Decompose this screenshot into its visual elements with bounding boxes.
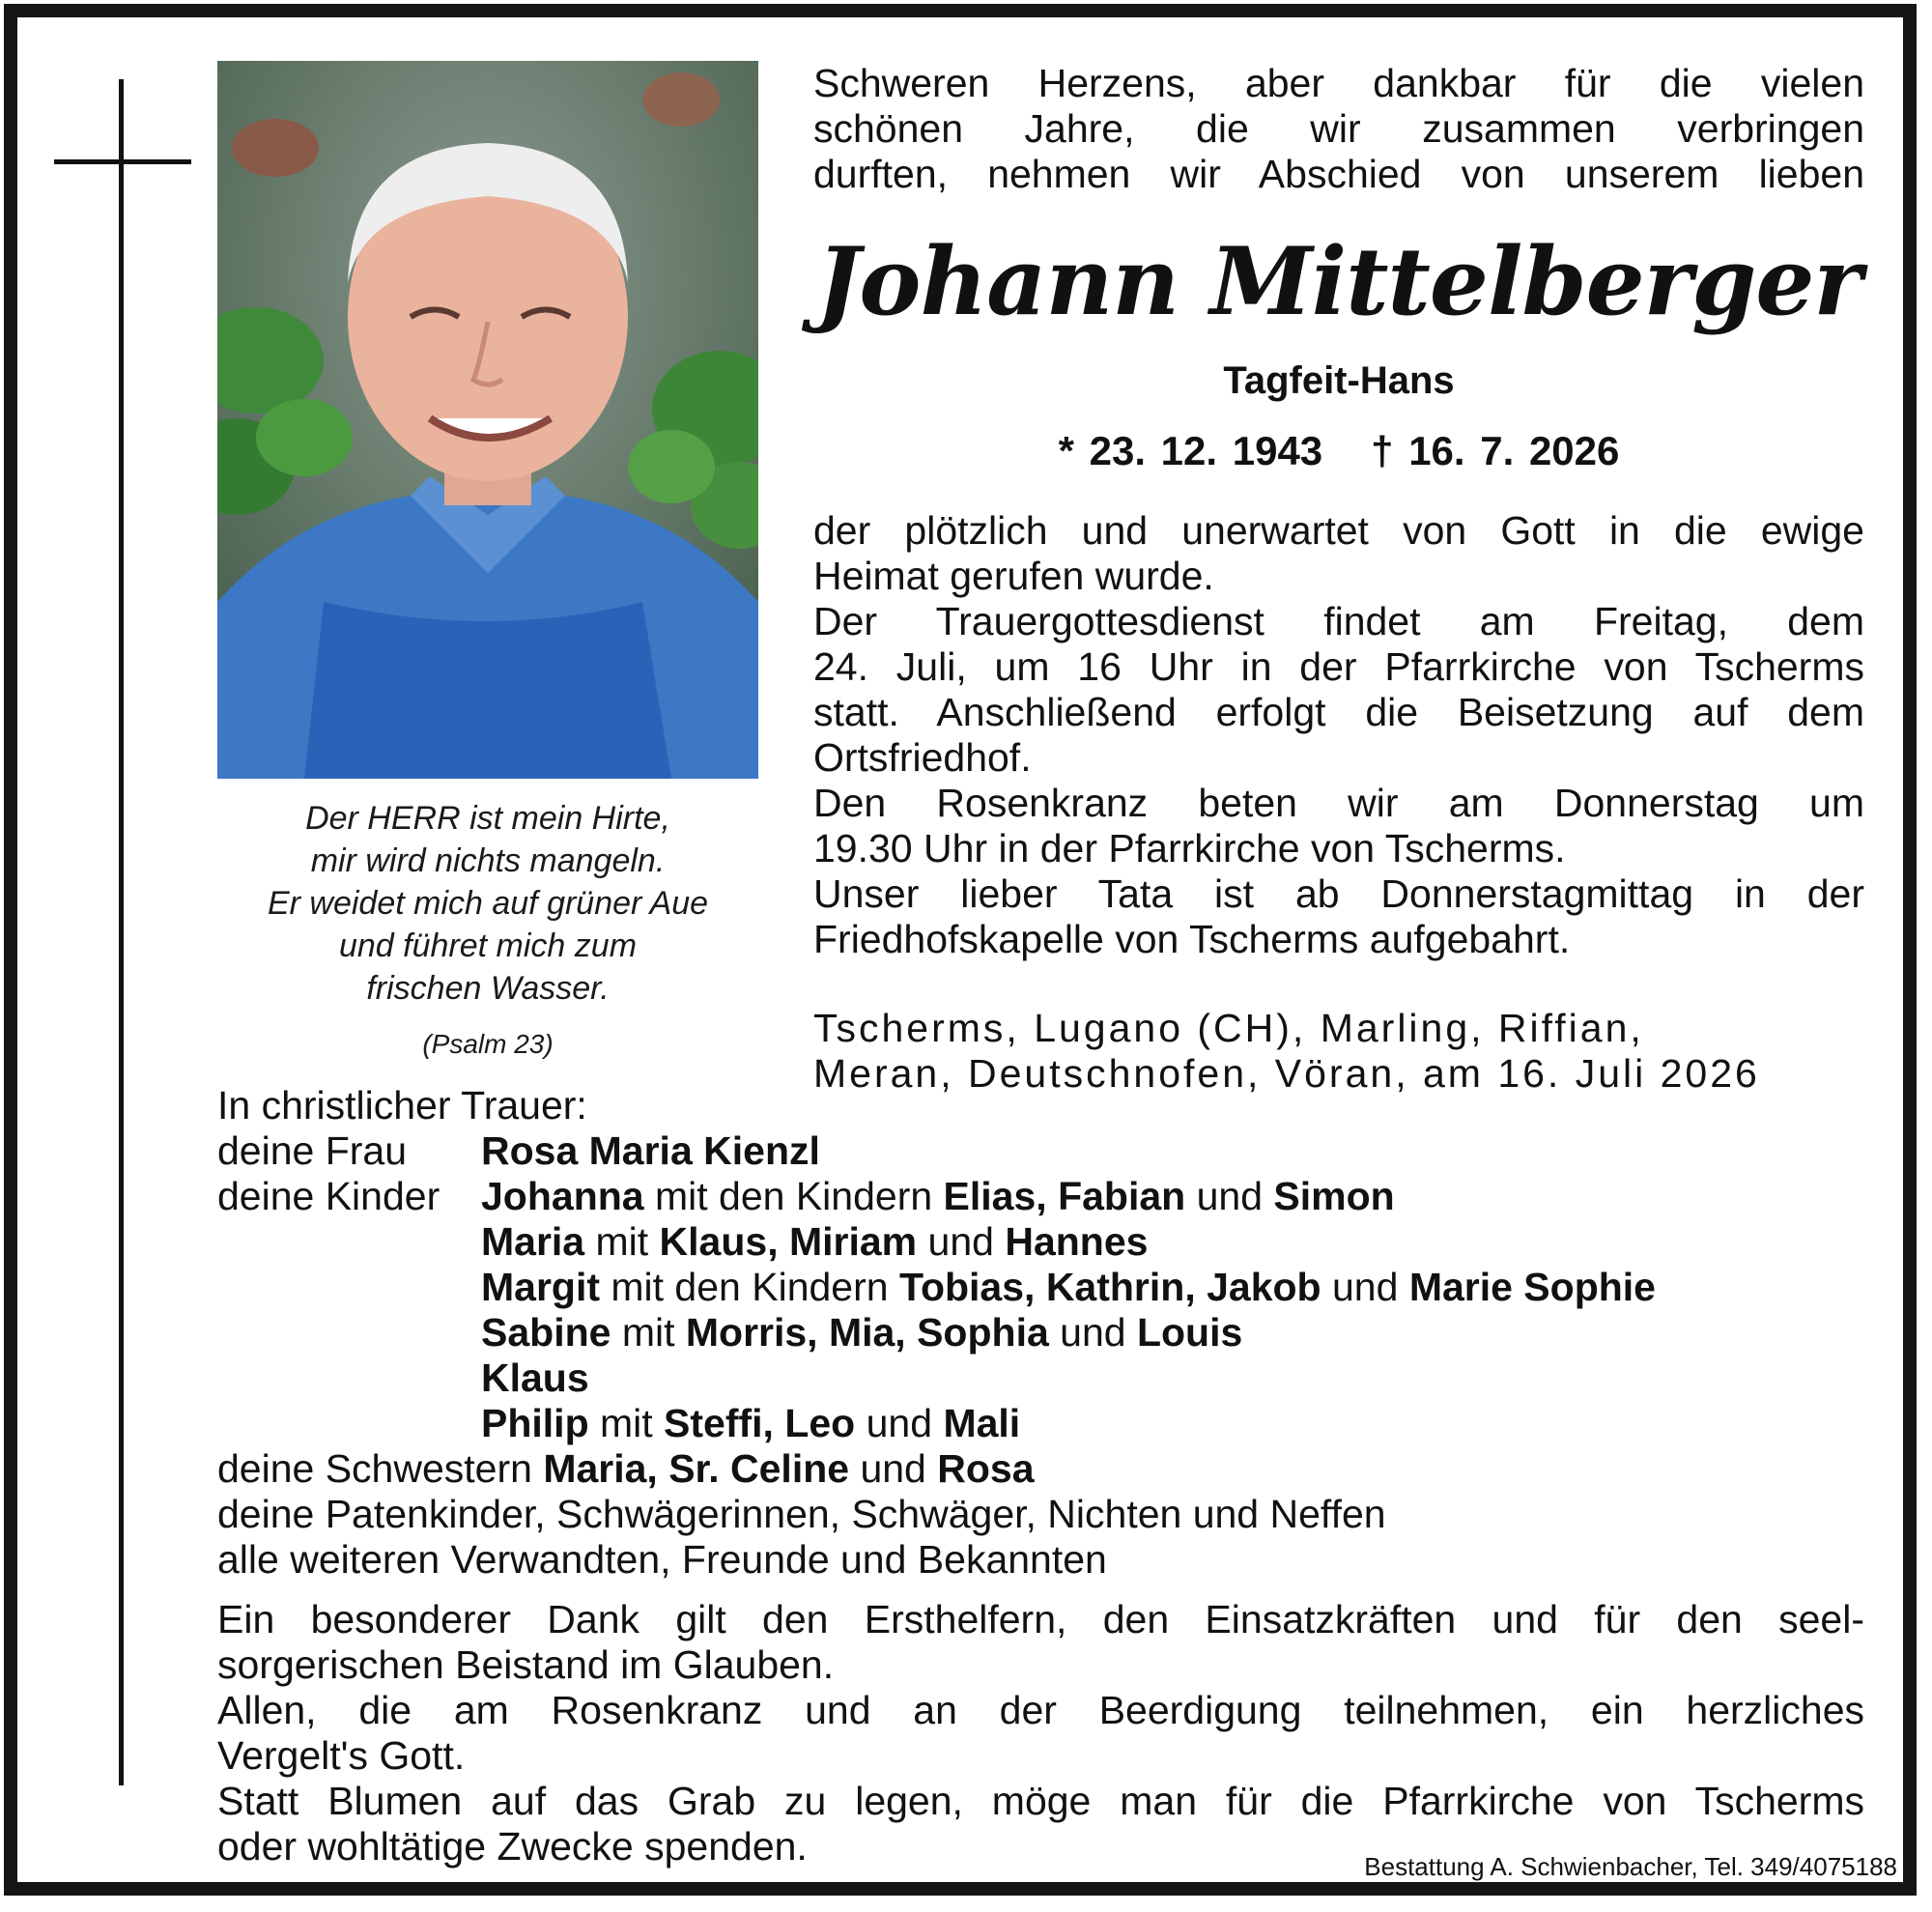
thanks-line: oder wohltätige Zwecke spenden.: [217, 1824, 808, 1869]
intro-line: Schweren Herzens, aber dankbar für die vielen: [813, 61, 1864, 105]
mourner-name: Morris, Mia, Sophia: [685, 1310, 1049, 1355]
psalm-line: Der HERR ist mein Hirte,: [305, 800, 670, 837]
mourner-label: deine Kinder: [217, 1174, 440, 1218]
mourner-row-child: [217, 1401, 1879, 1446]
announcement-line: 19.30 Uhr in der Pfarrkirche von Tscherms.: [813, 826, 1566, 870]
cross-icon: [119, 79, 124, 1785]
mourner-row-others: alle weiteren Verwandten, Freunde und Bekannten: [217, 1537, 1107, 1582]
psalm-line: und führet mich zum: [338, 927, 638, 964]
mourner-name: Margit: [481, 1265, 600, 1309]
connector-text: und: [855, 1401, 944, 1445]
deceased-nickname: Tagfeit-Hans: [1223, 359, 1455, 402]
thanks-line: Ein besonderer Dank gilt den Ersthelfern, den Einsatzkräften und für den seel-: [217, 1597, 1864, 1641]
mourners-list: [217, 1083, 1879, 1583]
life-dates: [813, 428, 1864, 474]
portrait-photo: [217, 61, 758, 779]
announcement-line: Unser lieber Tata ist ab Donnerstagmittag in der: [813, 871, 1864, 916]
mourner-name: Maria: [481, 1219, 585, 1264]
mourner-name: Simon: [1273, 1174, 1395, 1218]
announcement-line: Der Trauergottesdienst findet am Freitag, dem: [813, 599, 1864, 643]
mourner-row-child: [217, 1174, 1879, 1219]
announcement-line: Den Rosenkranz beten wir am Donnerstag um: [813, 781, 1864, 825]
thanks-line: Statt Blumen auf das Grab zu legen, möge man für die Pfarrkirche von Tscherms: [217, 1779, 1864, 1823]
mourner-row-child: [217, 1219, 1879, 1265]
mourner-name: Hannes: [1005, 1219, 1149, 1264]
announcement-line: 24. Juli, um 16 Uhr in der Pfarrkirche von Tscherms: [813, 644, 1864, 689]
intro-text: [813, 61, 1864, 197]
announcement-text: [813, 508, 1864, 962]
psalm-line: Er weidet mich auf grüner Aue: [267, 885, 709, 922]
psalm-reference: (Psalm 23): [422, 1029, 554, 1059]
mourner-name: Rosa: [937, 1446, 1035, 1491]
connector-text: mit den Kindern: [643, 1174, 944, 1218]
undertaker-contact: Bestattung A. Schwienbacher, Tel. 349/4075188: [1364, 1852, 1897, 1881]
mourner-label: deine Frau: [217, 1128, 408, 1173]
mourner-row-sisters: [217, 1446, 1879, 1492]
connector-text: und: [917, 1219, 1006, 1264]
mourner-name: Klaus, Miriam: [659, 1219, 918, 1264]
mourner-row-wife: [217, 1128, 1879, 1174]
thanks-line: Allen, die am Rosenkranz und an der Beerdigung teilnehmen, ein herzliches: [217, 1688, 1864, 1732]
mourner-name: Sabine: [481, 1310, 611, 1355]
deceased-name: Johann Mittelberger: [816, 227, 1861, 336]
psalm-quote: [217, 797, 758, 1064]
connector-text: mit: [588, 1401, 665, 1445]
psalm-line: mir wird nichts mangeln.: [310, 842, 666, 879]
intro-line: schönen Jahre, die wir zusammen verbringen: [813, 106, 1864, 151]
announcement-line: statt. Anschließend erfolgt die Beisetzung auf dem: [813, 690, 1864, 734]
mourner-name: Mali: [943, 1401, 1021, 1445]
mourner-label: deine Schwestern: [217, 1446, 544, 1491]
thanks-text: [217, 1597, 1864, 1869]
thanks-line: Vergelt's Gott.: [217, 1733, 466, 1778]
announcement-line: Ortsfriedhof.: [813, 735, 1032, 780]
connector-text: und: [1048, 1310, 1137, 1355]
mourner-row-child: [217, 1356, 1879, 1401]
death-date: † 16. 7. 2026: [1371, 428, 1620, 473]
places-line: Tscherms, Lugano (CH), Marling, Riffian,: [813, 1006, 1644, 1050]
mourner-name: Klaus: [481, 1356, 589, 1400]
cross-icon-bar: [54, 159, 191, 164]
intro-line: durften, nehmen wir Abschied von unserem lieben: [813, 152, 1864, 196]
thanks-line: sorgerischen Beistand im Glauben.: [217, 1642, 835, 1687]
mourner-name: Steffi, Leo: [664, 1401, 856, 1445]
mourner-row-child: [217, 1265, 1879, 1310]
mourner-name: Louis: [1136, 1310, 1243, 1355]
birth-date: * 23. 12. 1943: [1058, 428, 1323, 473]
connector-text: und: [849, 1446, 938, 1491]
mourner-name: Johanna: [481, 1174, 644, 1218]
connector-text: mit den Kindern: [600, 1265, 899, 1309]
connector-text: und: [1321, 1265, 1409, 1309]
connector-text: und: [1185, 1174, 1274, 1218]
places-line: Meran, Deutschnofen, Vöran, am 16. Juli 2026: [813, 1051, 1760, 1096]
announcement-line: der plötzlich und unerwartet von Gott in die ewige: [813, 508, 1864, 553]
announcement-line: Friedhofskapelle von Tscherms aufgebahrt.: [813, 917, 1571, 961]
mourners-heading: In christlicher Trauer:: [217, 1083, 587, 1127]
mourner-name: Tobias, Kathrin, Jakob: [898, 1265, 1321, 1309]
mourner-name: Philip: [481, 1401, 589, 1445]
mourner-name: Elias, Fabian: [943, 1174, 1186, 1218]
mourner-name: Maria, Sr. Celine: [543, 1446, 850, 1491]
announcement-line: Heimat gerufen wurde.: [813, 554, 1214, 598]
connector-text: mit: [584, 1219, 660, 1264]
psalm-line: frischen Wasser.: [366, 970, 610, 1007]
connector-text: mit: [611, 1310, 686, 1355]
mourner-name: Marie Sophie: [1408, 1265, 1656, 1309]
mourner-name: Rosa Maria Kienzl: [481, 1128, 820, 1173]
mourner-row-others: deine Patenkinder, Schwägerinnen, Schwäger, Nichten und Neffen: [217, 1492, 1386, 1536]
mourner-row-child: [217, 1310, 1879, 1356]
